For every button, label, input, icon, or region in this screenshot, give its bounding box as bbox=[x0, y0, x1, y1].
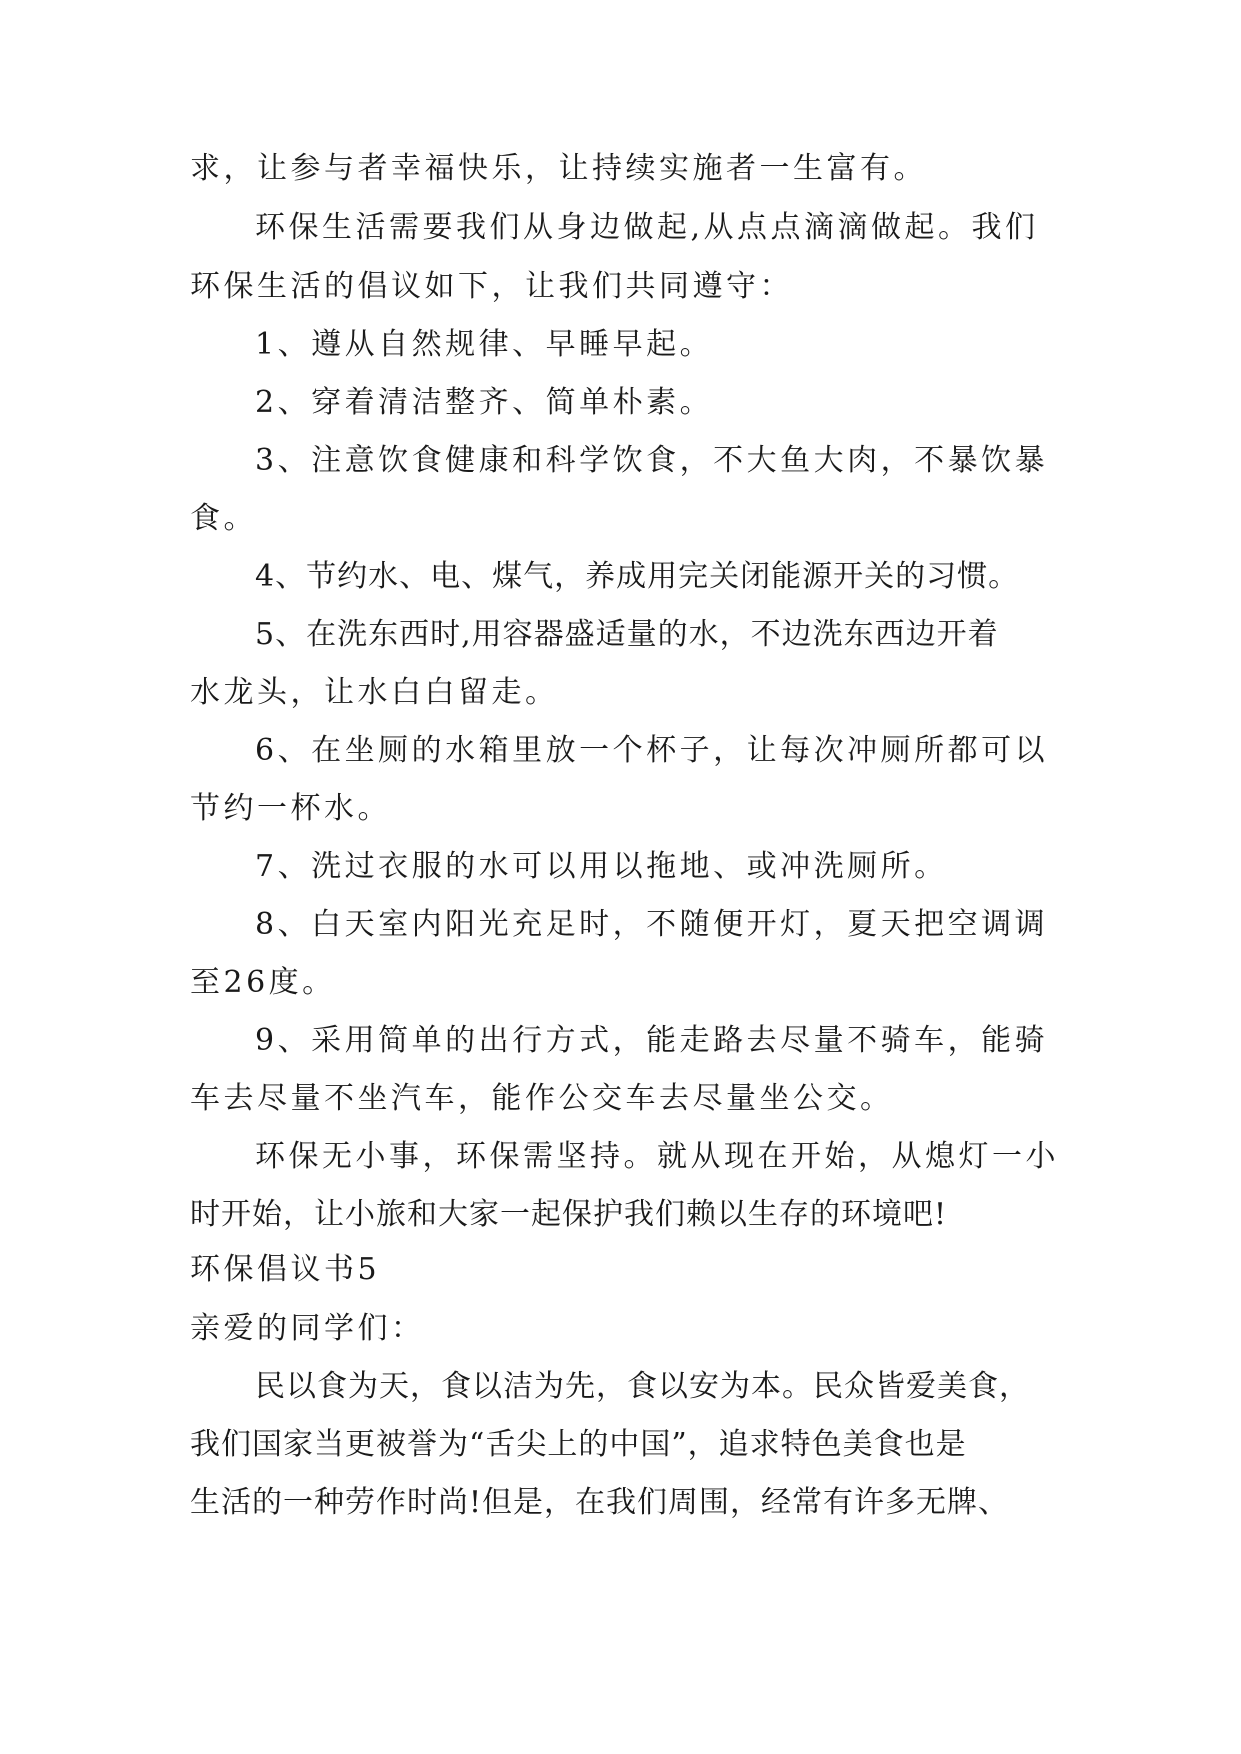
text-line: 至26度。 bbox=[190, 965, 336, 1000]
list-item: 8、白天室内阳光充足时，不随便开灯，夏天把空调调 bbox=[255, 907, 1049, 942]
text-line: 生活的一种劳作时尚!但是，在我们周围，经常有许多无牌、 bbox=[190, 1485, 1010, 1520]
text-line: 求，让参与者幸福快乐，让持续实施者一生富有。 bbox=[190, 151, 927, 186]
text-line: 民以食为天，食以洁为先，食以安为本。民众皆爱美食， bbox=[255, 1369, 1030, 1404]
text-line: 环保生活的倡议如下，让我们共同遵守： bbox=[190, 269, 793, 304]
section-heading: 环保倡议书5 bbox=[190, 1252, 381, 1287]
text-line: 环保生活需要我们从身边做起,从点点滴滴做起。我们 bbox=[255, 210, 1039, 245]
text-line: 车去尽量不坐汽车，能作公交车去尽量坐公交。 bbox=[190, 1081, 894, 1116]
text-line: 水龙头，让水白白留走。 bbox=[190, 675, 559, 710]
list-item: 5、在洗东西时,用容器盛适量的水，不边洗东西边开着 bbox=[255, 617, 999, 652]
list-item: 2、穿着清洁整齐、简单朴素。 bbox=[255, 385, 714, 420]
text-line: 我们国家当更被誉为“舌尖上的中国”，追求特色美食也是 bbox=[190, 1427, 967, 1462]
text-line: 食。 bbox=[190, 501, 257, 536]
list-item: 9、采用简单的出行方式，能走路去尽量不骑车，能骑 bbox=[255, 1023, 1049, 1058]
text-line: 时开始，让小旅和大家一起保护我们赖以生存的环境吧! bbox=[190, 1197, 948, 1232]
text-line: 环保无小事，环保需坚持。就从现在开始，从熄灯一小 bbox=[255, 1139, 1059, 1174]
salutation: 亲爱的同学们： bbox=[190, 1311, 425, 1346]
list-item: 1、遵从自然规律、早睡早起。 bbox=[255, 327, 714, 362]
list-item: 6、在坐厕的水箱里放一个杯子，让每次冲厕所都可以 bbox=[255, 733, 1049, 768]
list-item: 4、节约水、电、煤气，养成用完关闭能源开关的习惯。 bbox=[255, 559, 1020, 594]
list-item: 7、洗过衣服的水可以用以拖地、或冲洗厕所。 bbox=[255, 849, 948, 884]
text-line: 节约一杯水。 bbox=[190, 791, 391, 826]
list-item: 3、注意饮食健康和科学饮食，不大鱼大肉，不暴饮暴 bbox=[255, 443, 1049, 478]
